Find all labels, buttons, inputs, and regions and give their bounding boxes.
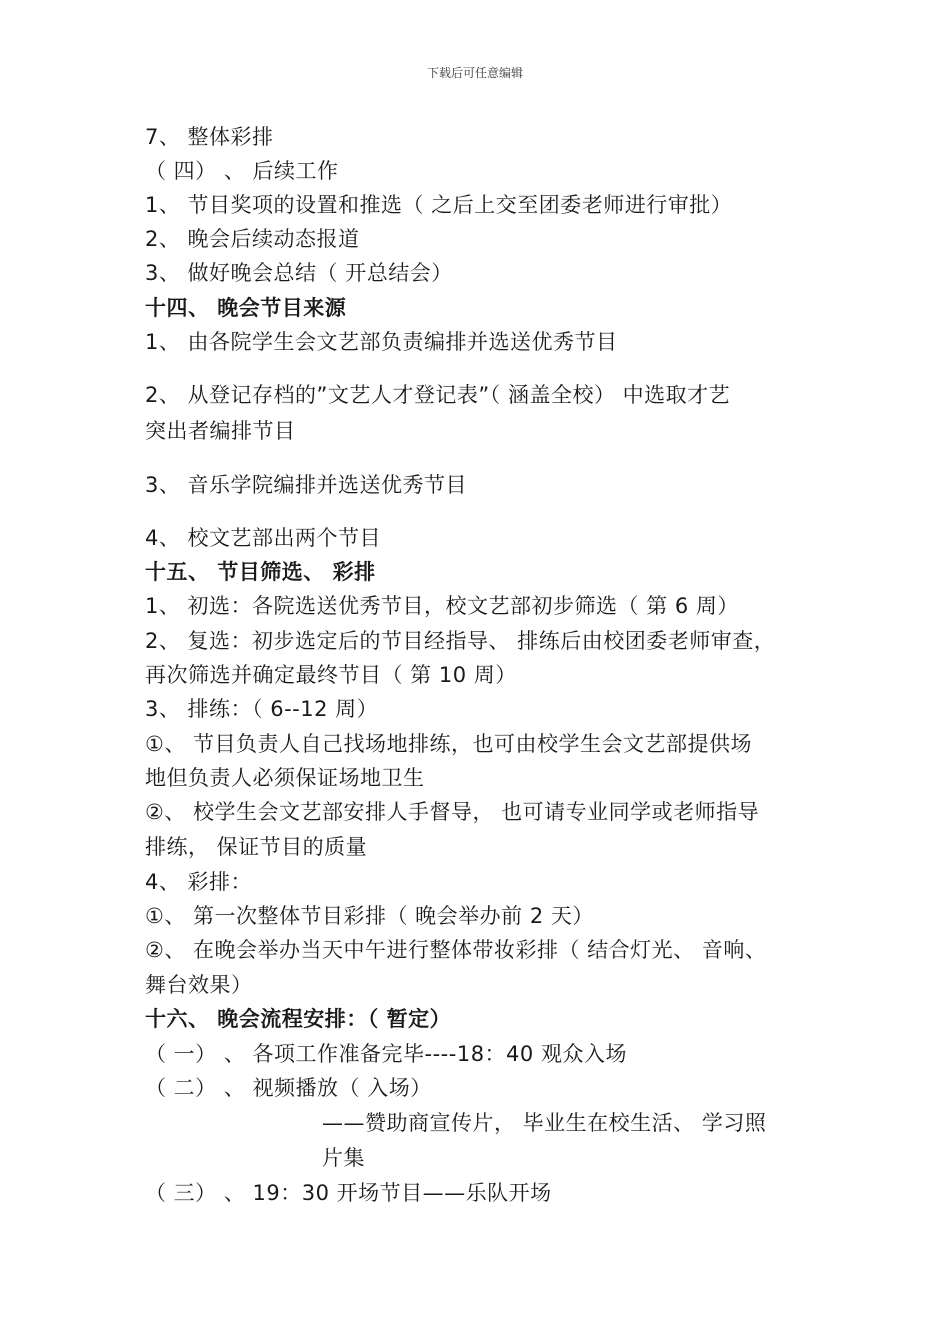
text-line: 突出者编排节目 bbox=[145, 419, 296, 443]
text-line: ②、 校学生会文艺部安排人手督导， 也可请专业同学或老师指导 bbox=[145, 800, 760, 824]
text-line: 2、 从登记存档的”文艺人才登记表”（ 涵盖全校） 中选取才艺 bbox=[145, 383, 731, 407]
text-line: ①、 第一次整体节目彩排（ 晚会举办前 2 天） bbox=[145, 904, 594, 928]
section-heading: 十四、 晚会节目来源 bbox=[145, 296, 347, 320]
text-line: （ 一） 、 各项工作准备完毕----18：40 观众入场 bbox=[145, 1042, 627, 1066]
text-line: 3、 做好晚会总结（ 开总结会） bbox=[145, 261, 453, 285]
text-line-indented: ——赞助商宣传片， 毕业生在校生活、 学习照 bbox=[322, 1111, 767, 1135]
text-line: 3、 排练：（ 6--12 周） bbox=[145, 697, 379, 721]
text-line: （ 四） 、 后续工作 bbox=[145, 159, 339, 183]
text-line: 2、 复选：初步选定后的节目经指导、 排练后由校团委老师审查， bbox=[145, 629, 776, 653]
page-header: 下载后可任意编辑 bbox=[426, 66, 523, 80]
text-line: 2、 晚会后续动态报道 bbox=[145, 227, 360, 251]
section-heading: 十六、 晚会流程安排：（ 暂定） bbox=[145, 1007, 452, 1031]
text-line: 排练， 保证节目的质量 bbox=[145, 835, 368, 859]
text-line: 4、 校文艺部出两个节目 bbox=[145, 526, 382, 550]
text-line-indented: 片集 bbox=[322, 1146, 365, 1170]
text-line: 1、 节目奖项的设置和推选（ 之后上交至团委老师进行审批） bbox=[145, 193, 733, 217]
text-line: ①、 节目负责人自己找场地排练，也可由校学生会文艺部提供场 bbox=[145, 732, 752, 756]
text-line: 地但负责人必须保证场地卫生 bbox=[145, 766, 425, 790]
text-line: 3、 音乐学院编排并选送优秀节目 bbox=[145, 473, 468, 497]
text-line: 1、 由各院学生会文艺部负责编排并选送优秀节目 bbox=[145, 330, 618, 354]
text-line: 4、 彩排： bbox=[145, 870, 253, 894]
text-line: 1、 初选：各院选送优秀节目，校文艺部初步筛选（ 第 6 周） bbox=[145, 594, 739, 618]
text-line: （ 三） 、 19：30 开场节目——乐队开场 bbox=[145, 1181, 552, 1205]
text-line: （ 二） 、 视频播放（ 入场） bbox=[145, 1076, 432, 1100]
text-line: 7、 整体彩排 bbox=[145, 125, 274, 149]
section-heading: 十五、 节目筛选、 彩排 bbox=[145, 560, 376, 584]
text-line: 舞台效果） bbox=[145, 973, 253, 997]
text-line: ②、 在晚会举办当天中午进行整体带妆彩排（ 结合灯光、 音响、 bbox=[145, 938, 767, 962]
text-line: 再次筛选并确定最终节目（ 第 10 周） bbox=[145, 663, 517, 687]
